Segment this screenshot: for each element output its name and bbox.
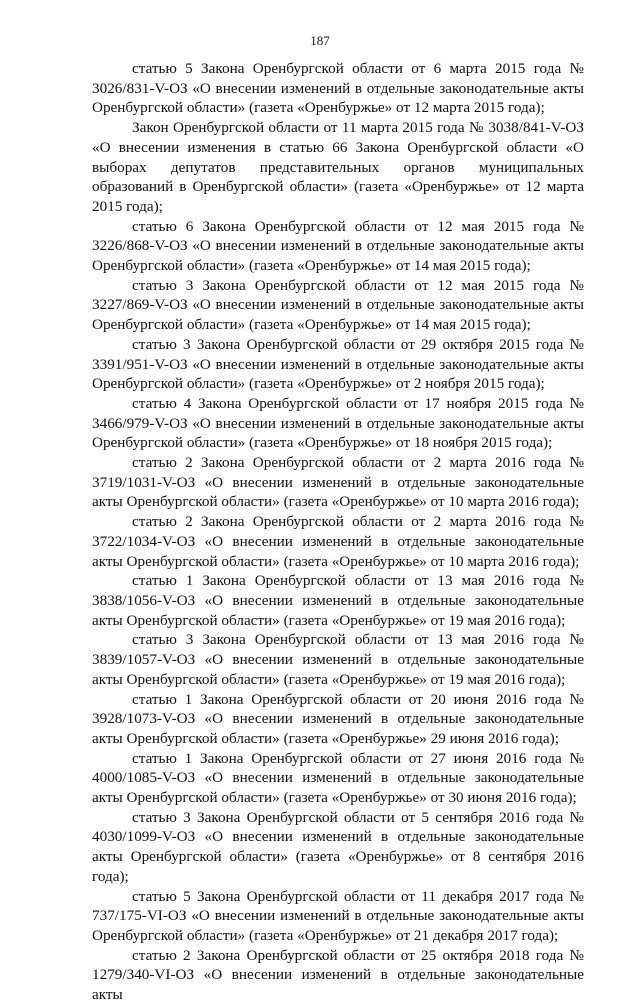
- paragraph: статью 3 Закона Оренбургской области от 13 мая 2016 года № 3839/1057-V-ОЗ «О внесении изменений в отдельные законодательные акты Оренбургской области» (газета «Оренбуржье» от 19 мая 2016 года);: [92, 631, 584, 688]
- paragraph: статью 5 Закона Оренбургской области от 11 декабря 2017 года № 737/175-VI-ОЗ «О внесении изменений в отдельные законодательные акты Оренбургской области» (газета «Оренбуржье» от 21 декабря 2017 года);: [92, 887, 584, 944]
- paragraph: статью 3 Закона Оренбургской области от 5 сентября 2016 года № 4030/1099-V-ОЗ «О внесении изменений в отдельные законодательные акты Оренбургской области» (газета «Оренбуржье» от 8 сентября 2016 года);: [92, 808, 584, 885]
- paragraph: статью 1 Закона Оренбургской области от 27 июня 2016 года № 4000/1085-V-ОЗ «О внесении изменений в отдельные законодательные акты Оренбургской области» (газета «Оренбуржье» от 30 июня 2016 года);: [92, 749, 584, 807]
- paragraph: статью 2 Закона Оренбургской области от 2 марта 2016 года № 3719/1031-V-ОЗ «О внесении изменений в отдельные законодательные акты Оренбургской области» (газета «Оренбуржье» от 10 марта 2016 года);: [92, 454, 584, 511]
- paragraph: статью 1 Закона Оренбургской области от 20 июня 2016 года № 3928/1073-V-ОЗ «О внесении изменений в отдельные законодательные акты Оренбургской области» (газета «Оренбуржье» 29 июня 2016 года);: [92, 690, 584, 747]
- paragraph: статью 2 Закона Оренбургской области от 2 марта 2016 года № 3722/1034-V-ОЗ «О внесении изменений в отдельные законодательные акты Оренбургской области» (газета «Оренбуржье» от 10 марта 2016 года);: [92, 513, 584, 570]
- paragraph: статью 4 Закона Оренбургской области от 17 ноября 2015 года № 3466/979-V-ОЗ «О внесении изменений в отдельные законодательные акты Оренбургской области» (газета «Оренбуржье» от 18 ноября 2015 года);: [92, 394, 584, 452]
- paragraph: статью 3 Закона Оренбургской области от 12 мая 2015 года № 3227/869-V-ОЗ «О внесении изменений в отдельные законодательные акты Оренбургской области» (газета «Оренбуржье» от 14 мая 2015 года);: [92, 276, 584, 334]
- paragraph: Закон Оренбургской области от 11 марта 2015 года № 3038/841-V-ОЗ «О внесении изменения в статью 66 Закона Оренбургской области «О выборах депутатов представительных органов муниципальных образований в Оренбургской области» (газета «Оренбуржье» от 12 марта 2015 года);: [92, 119, 584, 215]
- paragraph: статью 2 Закона Оренбургской области от 25 октября 2018 года № 1279/340-VI-ОЗ «О внесении изменений в отдельные законодательные акты: [92, 946, 584, 1004]
- paragraph: статью 1 Закона Оренбургской области от 13 мая 2016 года № 3838/1056-V-ОЗ «О внесении изменений в отдельные законодательные акты Оренбургской области» (газета «Оренбуржье» от 19 мая 2016 года);: [92, 572, 584, 629]
- paragraph: статью 3 Закона Оренбургской области от 29 октября 2015 года № 3391/951-V-ОЗ «О внесении изменений в отдельные законодательные акты Оренбургской области» (газета «Оренбуржье» от 2 ноября 2015 года);: [92, 335, 584, 393]
- document-body: [92, 59, 584, 1005]
- page-number: 187: [310, 33, 330, 48]
- paragraph: статью 6 Закона Оренбургской области от 12 мая 2015 года № 3226/868-V-ОЗ «О внесении изменений в отдельные законодательные акты Оренбургской области» (газета «Оренбуржье» от 14 мая 2015 года);: [92, 217, 584, 275]
- paragraph: статью 5 Закона Оренбургской области от 6 марта 2015 года № 3026/831-V-ОЗ «О внесении изменений в отдельные законодательные акты Оренбургской области» (газета «Оренбуржье» от 12 марта 2015 года);: [92, 60, 584, 117]
